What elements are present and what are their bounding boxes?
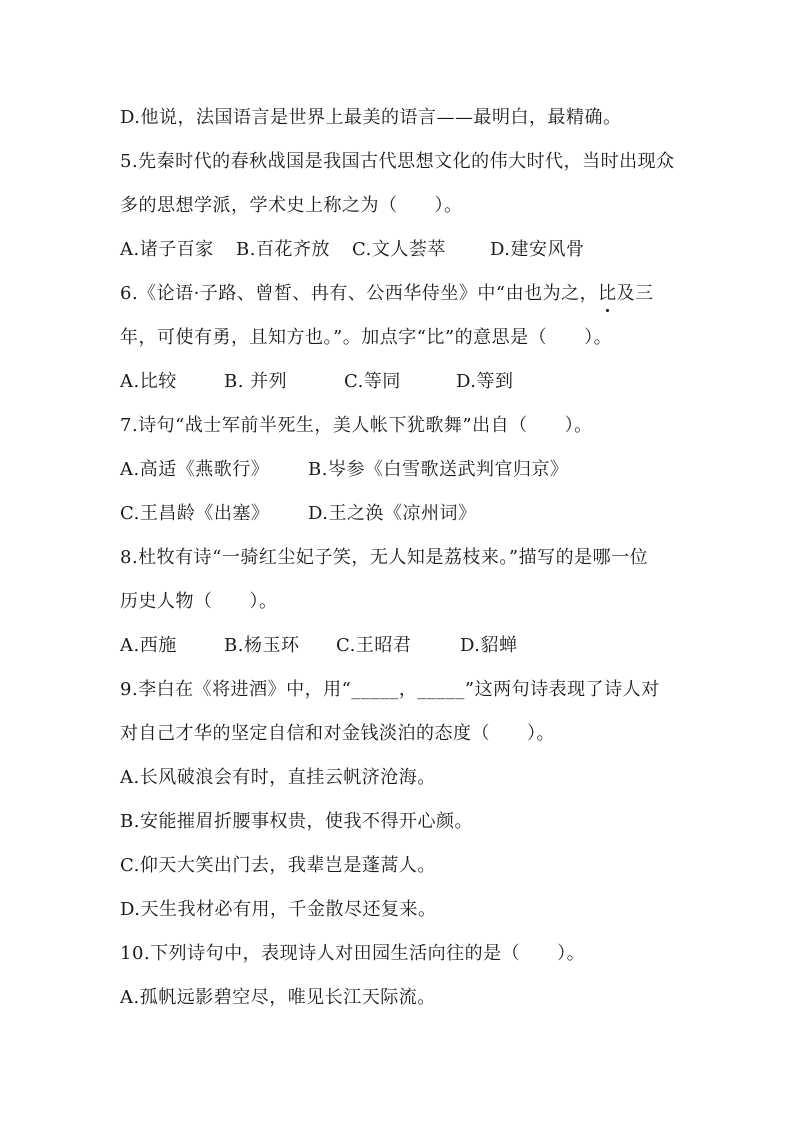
q7-options-row2 xyxy=(120,502,700,526)
q6-option-a: A.比较 xyxy=(120,371,177,392)
q5-option-b: B.百花齐放 xyxy=(236,239,330,260)
q5-options xyxy=(120,238,700,262)
q5-stem-line2: 多的思想学派，学术史上称之为（ ）。 xyxy=(120,195,463,216)
q7-options-row1 xyxy=(120,458,700,482)
dotted-character: 比 xyxy=(598,283,617,304)
q9-stem-line1: 9.李白在《将进酒》中，用“_____，_____”这两句诗表现了诗人对 xyxy=(120,679,660,700)
q5-stem-line1: 5.先秦时代的春秋战国是我国古代思想文化的伟大时代，当时出现众 xyxy=(120,151,675,172)
q7-stem: 7.诗句“战士军前半死生，美人帐下犹歌舞”出自（ ）。 xyxy=(120,415,593,436)
q9-option-c: C.仰天大笑出门去，我辈岂是蓬蒿人。 xyxy=(120,855,436,876)
q8-option-a: A.西施 xyxy=(120,635,177,656)
q6-option-b: B. 并列 xyxy=(224,371,288,392)
q5-option-d: D.建安风骨 xyxy=(490,239,585,260)
q10-option-a: A.孤帆远影碧空尽，唯见长江天际流。 xyxy=(120,987,436,1008)
q10-stem: 10.下列诗句中，表现诗人对田园生活向往的是（ ）。 xyxy=(120,943,586,964)
q8-stem-line2: 历史人物（ ）。 xyxy=(120,591,278,612)
q6-stem-line2: 年，可使有勇，且知方也。”。加点字“比”的意思是（ ）。 xyxy=(120,327,613,348)
q8-option-d: D.貂蝉 xyxy=(460,635,518,656)
q9-option-a: A.长风破浪会有时，直挂云帆济沧海。 xyxy=(120,767,436,788)
q6-option-d: D.等到 xyxy=(456,371,514,392)
q9-stem-line2: 对自己才华的坚定自信和对金钱淡泊的态度（ ）。 xyxy=(120,723,555,744)
q7-option-c: C.王昌龄《出塞》 xyxy=(120,503,270,524)
q8-option-b: B.杨玉环 xyxy=(224,635,300,656)
q7-option-b: B.岑参《白雪歌送武判官归京》 xyxy=(308,459,569,480)
q7-option-a: A.高适《燕歌行》 xyxy=(120,459,270,480)
q7-option-d: D.王之涣《凉州词》 xyxy=(308,503,477,524)
q8-stem-line1: 8.杜牧有诗“一骑红尘妃子笑，无人知是荔枝来。”描写的是哪一位 xyxy=(120,547,649,568)
q9-option-d: D.天生我材必有用，千金散尽还复来。 xyxy=(120,899,437,920)
q4-option-d: D.他说，法国语言是世界上最美的语言——最明白，最精确。 xyxy=(120,107,622,128)
q9-option-b: B.安能摧眉折腰事权贵，使我不得开心颜。 xyxy=(120,811,473,832)
q6-stem-line1: 6.《论语·子路、曾皙、冉有、公西华侍坐》中“由也为之，比及三 xyxy=(120,283,654,304)
q5-option-c: C.文人荟萃 xyxy=(352,239,446,260)
q8-options xyxy=(120,634,700,658)
q5-option-a: A.诸子百家 xyxy=(120,239,214,260)
q8-option-c: C.王昭君 xyxy=(336,635,412,656)
q6-options xyxy=(120,370,700,394)
q6-option-c: C.等同 xyxy=(344,371,401,392)
